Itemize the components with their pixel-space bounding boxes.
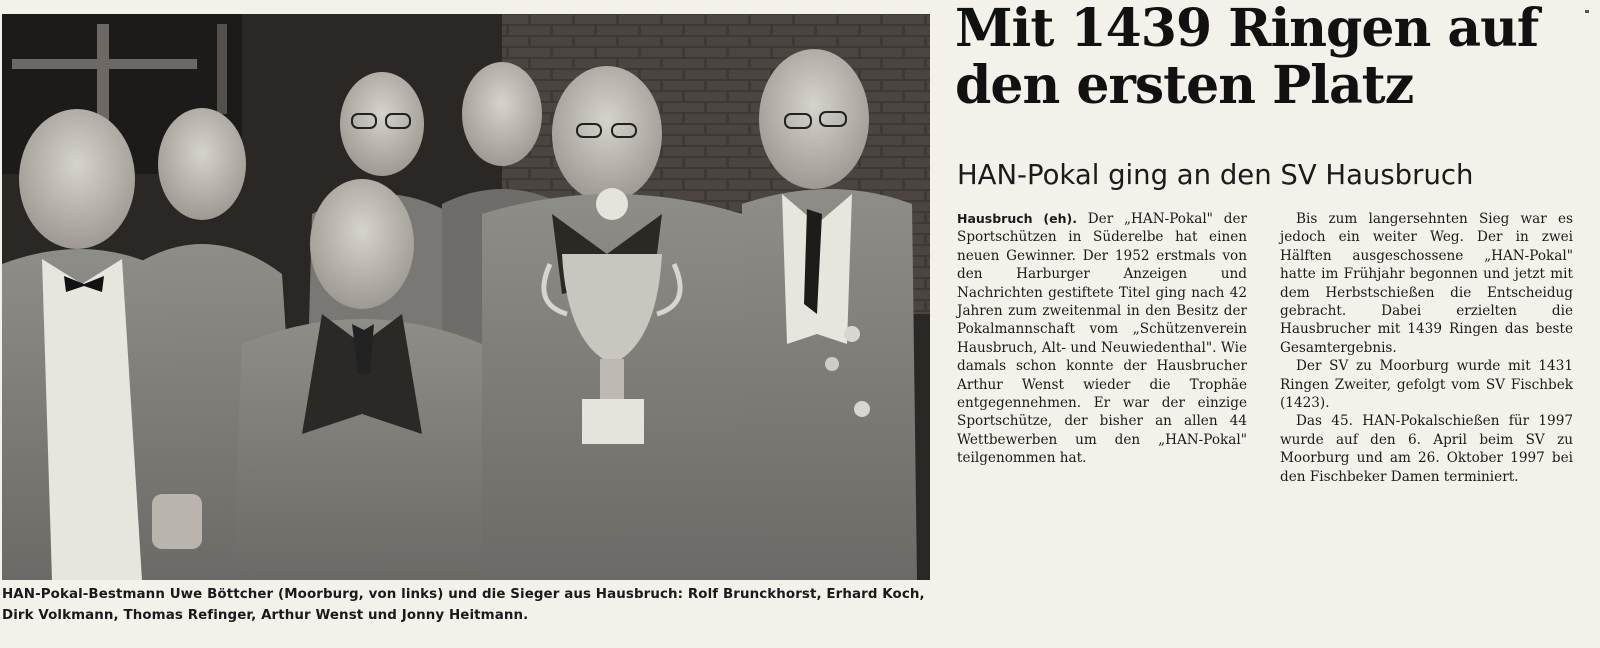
print-speck xyxy=(1585,10,1589,13)
column-2-paragraph: Der SV zu Moorburg wurde mit 1431 Ringen Zweiter, gefolgt vom SV Fischbek (1423). xyxy=(1280,358,1573,412)
column-2-paragraph: Das 45. HAN-Pokalschießen für 1997 wurde auf den 6. April beim SV zu Moorburg und am 26. Oktober 1997 bei den Fischbeker Damen terminiert. xyxy=(1280,413,1573,485)
group-photo-image xyxy=(2,14,930,580)
column-1-paragraph xyxy=(957,210,1247,468)
article-photo xyxy=(2,14,930,580)
article-column-1 xyxy=(957,210,1247,468)
column-1-body: Der „HAN-Pokal" der Sportschützen in Süderelbe hat einen neuen Gewinner. Der 1952 erstmals von den Harburger Anzeigen und Nachrichten gestiftete Titel ging nach 42 Jahren zum zweitenmal in den Besitz der Pokalmannschaft vom „Schützenverein Hausbruch, Alt- und Neuwiedenthal". Wie damals schon konnte der Hausbrucher Arthur Wenst wieder die Trophäe entgegennehmen. Er war der einzige Sportschütze, der bisher an allen 44 Wettbewerben um den „HAN-Pokal" teilgenommen hat. xyxy=(957,211,1247,467)
article-subheadline: HAN-Pokal ging an den SV Hausbruch xyxy=(957,159,1474,191)
column-2-paragraph: Bis zum langersehnten Sieg war es jedoch ein weiter Weg. Der in zwei Hälften ausgeschossene „HAN-Pokal" hatte im Frühjahr begonnen und jetzt mit dem Herbstschießen die Entscheidug gebracht. Dabei erzielten die Hausbrucher mit 1439 Ringen das beste Gesamtergebnis. xyxy=(1280,211,1573,356)
article-headline: Mit 1439 Ringen auf den ersten Platz xyxy=(955,0,1539,116)
article-column-2 xyxy=(1280,210,1573,486)
photo-caption: HAN-Pokal-Bestmann Uwe Böttcher (Moorburg, von links) und die Sieger aus Hausbruch: Rolf Brunckhorst, Erhard Koch, Dirk Volkmann, Thomas Refinger, Arthur Wenst und Jonny Heitmann. xyxy=(2,587,925,623)
article-dateline: Hausbruch (eh). xyxy=(957,211,1077,226)
